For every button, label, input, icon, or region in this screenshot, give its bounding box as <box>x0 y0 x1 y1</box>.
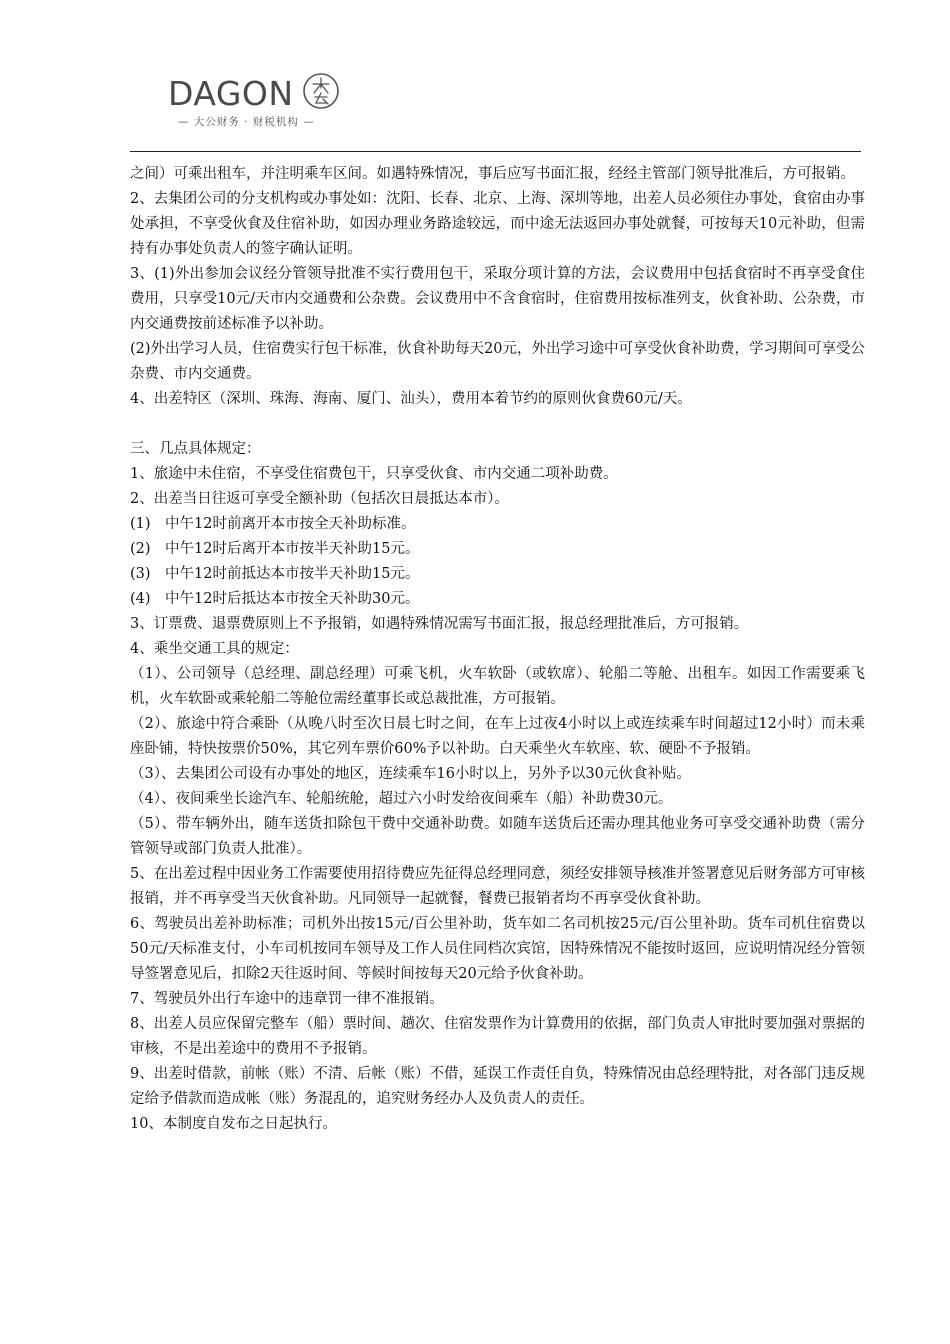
paragraph: 2、去集团公司的分支机构或办事处如：沈阳、长春、北京、上海、深圳等地，出差人员必须住办事处，食宿由办事处承担，不享受伙食及住宿补助，如因办理业务路途较远，而中途无法返回办事处就餐，可按每天10元补助，但需持有办事处负责人的签字确认证明。 <box>130 191 865 257</box>
paragraph: （5）、带车辆外出，随车送货扣除包干费中交通补助费。如随车送货后还需办理其他业务可享受交通补助费（需分管领导或部门负责人批准）。 <box>130 816 865 857</box>
document-body <box>130 162 865 1137</box>
paragraph: 之间）可乘出租车，并注明乘车区间。如遇特殊情况，事后应写书面汇报，经经主管部门领导批准后，方可报销。 <box>130 166 855 182</box>
paragraph: 8、出差人员应保留完整车（船）票时间、趟次、住宿发票作为计算费用的依据，部门负责人审批时要加强对票据的审核，不是出差途中的费用不予报销。 <box>130 1016 865 1057</box>
paragraph: （3）、去集团公司设有办事处的地区，连续乘车16小时以上，另外予以30元伙食补贴。 <box>130 766 691 782</box>
paragraph: 4、乘坐交通工具的规定： <box>130 641 299 657</box>
list-item: (3) 中午12时前抵达本市按半天补助15元。 <box>130 566 420 582</box>
section-heading: 三、几点具体规定： <box>130 441 261 457</box>
paragraph: 4、出差特区（深圳、珠海、海南、厦门、汕头），费用本着节约的原则伙食费60元/天。 <box>130 391 692 407</box>
paragraph: 9、出差时借款，前帐（账）不清、后帐（账）不借，延误工作责任自负，特殊情况由总经理特批，对各部门违反规定给予借款而造成帐（账）务混乱的，追究财务经办人及负责人的责任。 <box>130 1066 865 1107</box>
paragraph: 2、出差当日往返可享受全额补助（包括次日晨抵达本市）。 <box>130 491 509 507</box>
blank-line <box>130 412 865 437</box>
paragraph: 10、本制度自发布之日起执行。 <box>130 1116 337 1132</box>
list-item: (4) 中午12时后抵达本市按全天补助30元。 <box>130 591 420 607</box>
paragraph: 1、旅途中未住宿，不享受住宿费包干，只享受伙食、市内交通二项补助费。 <box>130 466 618 482</box>
paragraph: （4）、夜间乘坐长途汽车、轮船统舱，超过六小时发给夜间乘车（船）补助费30元。 <box>130 791 673 807</box>
list-item: (2) 中午12时后离开本市按半天补助15元。 <box>130 541 420 557</box>
paragraph: 7、驾驶员外出行车途中的违章罚一律不准报销。 <box>130 991 444 1007</box>
paragraph: （1）、公司领导（总经理、副总经理）可乘飞机，火车软卧（或软席）、轮船二等舱、出租车。如因工作需要乘飞机，火车软卧或乘轮船二等舱位需经董事长或总裁批准，方可报销。 <box>130 666 865 707</box>
paragraph: 6、驾驶员出差补助标准；司机外出按15元/百公里补助，货车如二名司机按25元/百公里补助。货车司机住宿费以50元/天标准支付，小车司机按同车领导及工作人员住同档次宾馆，因特殊情况不能按时返回，应说明情况经分管领导签署意见后，扣除2天往返时间、等候时间按每天20元给予伙食补助。 <box>130 916 865 982</box>
paragraph: （2）、旅途中符合乘卧（从晚八时至次日晨七时之间，在车上过夜4小时以上或连续乘车时间超过12小时）而未乘座卧铺，特快按票价50%，其它列车票价60%予以补助。白天乘坐火车软座、软、硬卧不予报销。 <box>130 716 865 757</box>
list-item: (1) 中午12时前离开本市按全天补助标准。 <box>130 516 416 532</box>
company-logo <box>168 70 348 130</box>
logo-tagline: — 大公财务 · 财税机构 — <box>178 116 315 128</box>
logo-seal-icon <box>302 72 340 110</box>
paragraph: 3、(1)外出参加会议经分管领导批准不实行费用包干，采取分项计算的方法，会议费用中包括食宿时不再享受食住费用，只享受10元/天市内交通费和公杂费。会议费用中不含食宿时，住宿费用按标准列支，伙食补助、公杂费，市内交通费按前述标准予以补助。 <box>130 266 865 332</box>
header-divider <box>130 151 861 152</box>
paragraph: (2)外出学习人员，住宿费实行包干标准，伙食补助每天20元，外出学习途中可享受伙食补助费，学习期间可享受公杂费、市内交通费。 <box>130 341 865 382</box>
paragraph: 5、在出差过程中因业务工作需要使用招待费应先征得总经理同意，须经安排领导核准并签署意见后财务部方可审核报销，并不再享受当天伙食补助。凡同领导一起就餐，餐费已报销者均不再享受伙食补助。 <box>130 866 865 907</box>
logo-wordmark: DAGON <box>168 74 294 113</box>
paragraph: 3、订票费、退票费原则上不予报销，如遇特殊情况需写书面汇报，报总经理批准后，方可报销。 <box>130 616 749 632</box>
